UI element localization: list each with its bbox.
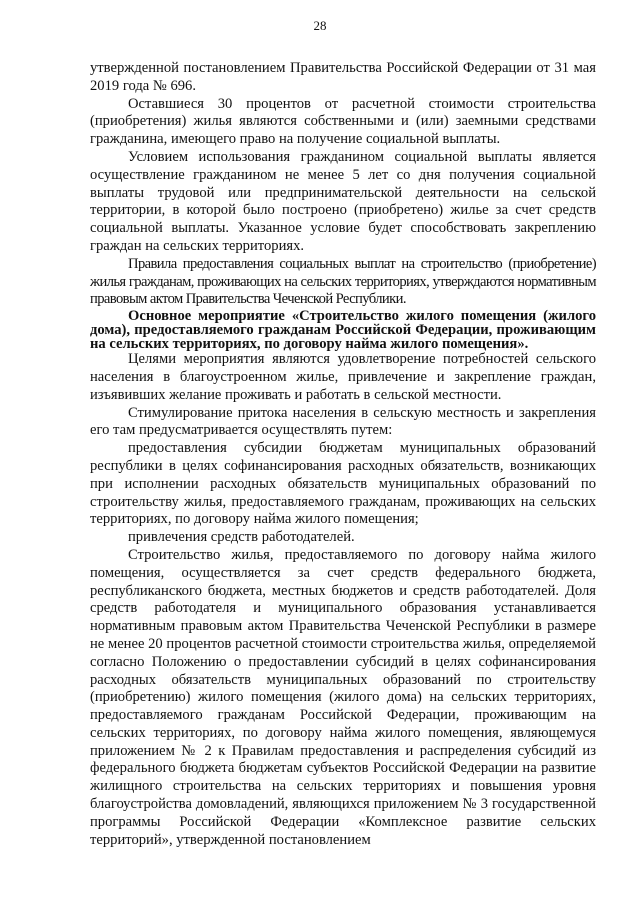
section-heading: Основное мероприятие «Строительство жилого помещения (жилого дома), предоставляемого гражданам Российской Федерации, проживающим на сельских территориях, по договору найма жилого помещения».	[90, 308, 596, 353]
paragraph-construction: Строительство жилья, предоставляемого по договору найма жилого помещения, осуществляется за счет средств федерального бюджета, республиканского бюджета, местных бюджетов и средств работодателей. Доля средств работодателя и муниципального образования устанавливается нормативным правовым актом Правительства Чеченской Республики в размере не менее 20 процентов расчетной стоимости строительства жилья, определяемой согласно Положению о предоставлении субсидий в целях софинансирования расходных обязательств муниципальных образований по строительству (приобретению) жилого помещения (жилого дома) на сельских территориях, предоставляемого гражданам Российской Федерации, проживающим на сельских территориях, по договору найма жилого помещения, являющемуся приложением № 2 к Правилам предоставления и распределения субсидий из федерального бюджета бюджетам субъектов Российской Федерации на развитие жилищного строительства на сельских территориях и повышения уровня благоустройства домовладений, являющихся приложением № 3 государственной программы Российской Федерации «Комплексное развитие сельских территорий», утвержденной постановлением	[90, 546, 596, 848]
paragraph-subsidy: предоставления субсидии бюджетам муниципальных образований республики в целях софинансирования расходных обязательств, возникающих при исполнении расходных обязательств муниципальных образований по строительству жилья, предоставляемого гражданам, проживающих на сельских территориях, по договору найма жилого помещения;	[90, 440, 596, 528]
paragraph-condition: Условием использования гражданином социальной выплаты является осуществление гражданином не менее 5 лет со дня получения социальной выплаты трудовой или предпринимательской деятельности на сельской территории, в которой было построено (приобретено) жилье за счет средств социальной выплаты. Указанное условие будет способствовать закреплению граждан на сельских территориях.	[90, 148, 596, 254]
paragraph-employers: привлечения средств работодателей.	[128, 529, 355, 546]
paragraph-stimulation: Стимулирование притока населения в сельскую местность и закрепления его там предусматривается осуществлять путем:	[90, 404, 596, 439]
paragraph-goals: Целями мероприятия являются удовлетворение потребностей сельского населения в благоустроенном жилье, привлечение и закрепление граждан, изъявивших желание проживать и работать в сельской местности.	[90, 351, 596, 403]
paragraph-rules: Правила предоставления социальных выплат на строительство (приобретение) жилья гражданам, проживающих на сельских территориях, утверждаются нормативным правовым актом Правительства Чеченской Республики.	[90, 255, 596, 308]
paragraph-own-funds: Оставшиеся 30 процентов от расчетной стоимости строительства (приобретения) жилья являются собственными и (или) заемными средствами гражданина, имеющего право на получение социальной выплаты.	[90, 95, 596, 148]
page-content	[90, 60, 596, 849]
paragraph-continuation: утвержденной постановлением Правительства Российской Федерации от 31 мая 2019 года № 696.	[90, 60, 596, 94]
page-number: 28	[313, 18, 327, 33]
